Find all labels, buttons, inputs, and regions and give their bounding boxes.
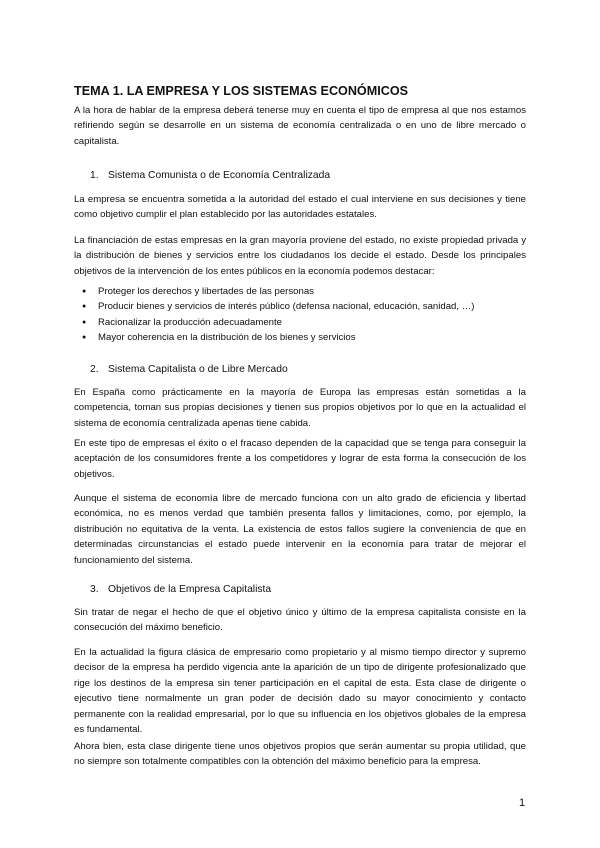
section-2-paragraph-1: En España como prácticamente en la mayoría de Europa las empresas están sometidas a la competencia, toman sus propias decisiones y tienen sus propios objetivos por lo que en la actualidad el sistema de economía centralizada apenas tiene cabida.	[74, 387, 526, 429]
section-3-paragraph-3: Ahora bien, esta clase dirigente tiene unos objetivos propios que serán aumentar su propia utilidad, que no siempre son totalmente compatibles con la obtención del máximo beneficio para la empresa.	[74, 741, 526, 768]
section-2-paragraph-3: Aunque el sistema de economía libre de mercado funciona con un alto grado de eficiencia y libertad económica, no es menos verdad que también presenta fallos y limitaciones, como, por ejemplo, la distribución no equitativa de la venta. La existencia de estos fallos sugiere la conveniencia de que en determinadas circunstancias el estado puede intervenir en la economía para tratar de mejorar el funcionamiento del sistema.	[74, 493, 526, 566]
list-item: ● Producir bienes y servicios de interés público (defensa nacional, educación, sanidad, …)	[74, 299, 526, 314]
section-2-title: Sistema Capitalista o de Libre Mercado	[108, 364, 288, 375]
section-1-heading	[90, 170, 330, 181]
list-item: ● Mayor coherencia en la distribución de los bienes y servicios	[74, 330, 526, 345]
page-number: 1	[519, 797, 526, 809]
section-2-number: 2.	[90, 364, 99, 375]
section-3-heading	[90, 584, 271, 595]
section-1-bullet-list	[74, 284, 526, 346]
section-3-paragraph-2: En la actualidad la figura clásica de empresario como propietario y al mismo tiempo director y supremo decisor de la empresa ha perdido vigencia ante la aparición de un tipo de dirigente profesionalizado que rige los destinos de la empresa sin tener participación en el capital de esta. Esta clase de dirigente o ejecutivo tiene normalmente un gran poder de decisión dado su mayor conocimiento y contacto permanente con la realidad empresarial, por lo que su influencia en los objetivos globales de la empresa es fundamental.	[74, 647, 526, 736]
list-item: ● Proteger los derechos y libertades de las personas	[74, 284, 526, 299]
list-item: ● Racionalizar la producción adecuadamente	[74, 315, 526, 330]
section-1-paragraph-2: La financiación de estas empresas en la gran mayoría proviene del estado, no existe propiedad privada y la distribución de bienes y servicios entre los ciudadanos los decide el estado. Desde los principales objetivos de la intervención de los entes públicos en la economía podemos destacar:	[74, 235, 526, 277]
section-3-paragraph-1: Sin tratar de negar el hecho de que el objetivo único y último de la empresa capitalista consiste en la consecución del máximo beneficio.	[74, 607, 526, 634]
section-1-title: Sistema Comunista o de Economía Centralizada	[108, 170, 331, 181]
section-2-paragraph-2: En este tipo de empresas el éxito o el fracaso dependen de la capacidad que se tenga para conseguir la aceptación de los consumidores frente a los competidores y lograr de esta forma la consecución de los objetivos.	[74, 438, 526, 480]
page-title: TEMA 1. LA EMPRESA Y LOS SISTEMAS ECONÓMICOS	[74, 84, 409, 98]
section-2-heading	[90, 364, 288, 375]
section-3-title: Objetivos de la Empresa Capitalista	[108, 584, 272, 595]
section-3-number: 3.	[90, 584, 99, 595]
section-1-number: 1.	[90, 170, 99, 181]
intro-paragraph: A la hora de hablar de la empresa deberá tenerse muy en cuenta el tipo de empresa al que nos estamos refiriendo según se desarrolle en un sistema de economía centralizada o en uno de libre mercado o capitalista.	[74, 105, 526, 147]
section-1-paragraph-1: La empresa se encuentra sometida a la autoridad del estado el cual interviene en sus decisiones y tiene como objetivo cumplir el plan establecido por las autoridades estatales.	[74, 194, 526, 221]
